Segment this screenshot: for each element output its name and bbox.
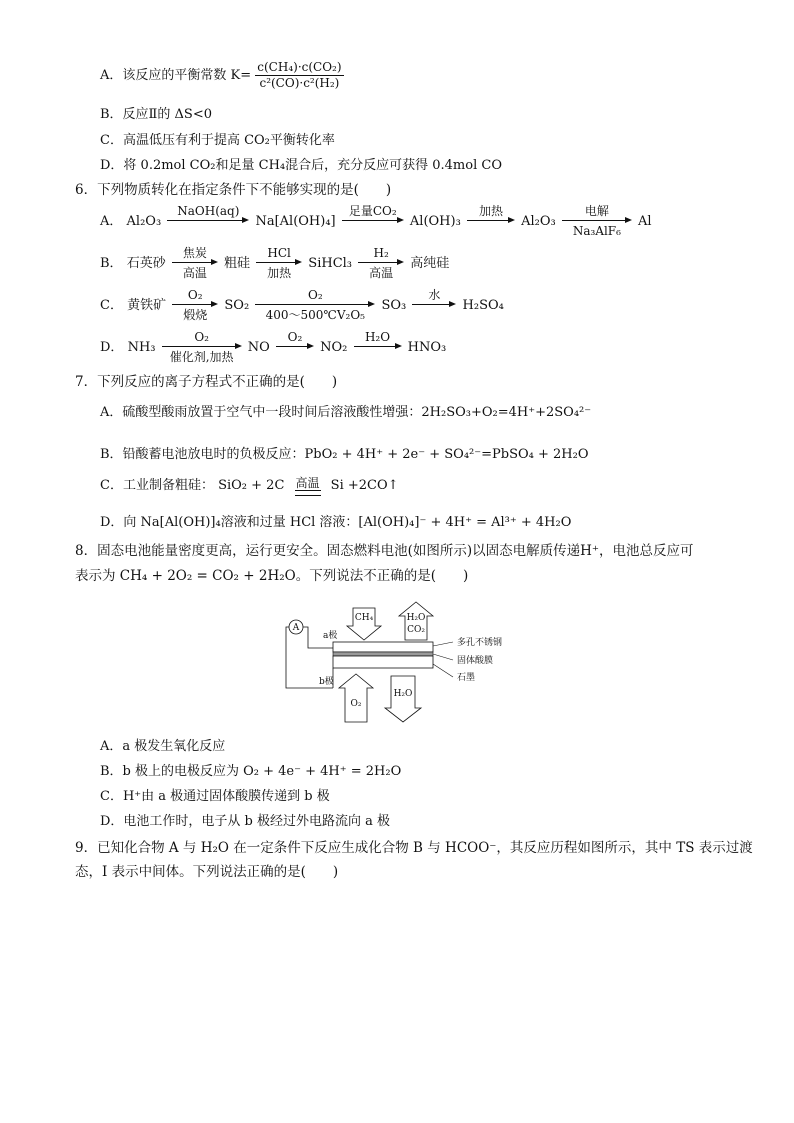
fraction-denominator: c²(CO)·c²(H₂) <box>259 76 340 90</box>
q6-option-b <box>100 246 449 284</box>
fraction-numerator: c(CH₄)·c(CO₂) <box>257 60 342 74</box>
q6c-arrow-1 <box>172 288 218 324</box>
arrow-condition-bottom: Na₃AlF₆ <box>572 224 621 238</box>
q6d-arrow-1 <box>162 330 242 366</box>
q7-stem: 7．下列反应的离子方程式不正确的是( ) <box>75 374 338 390</box>
q6c-species-4: H₂SO₄ <box>462 298 504 313</box>
arrow-condition-top: 水 <box>428 288 441 302</box>
arrow-condition-bottom: 煅烧 <box>183 308 208 322</box>
q6-option-d <box>100 330 446 368</box>
arrow-condition-top: O₂ <box>194 330 209 344</box>
q6d-arrow-2 <box>276 330 314 366</box>
arrow-condition-top: 足量CO₂ <box>348 204 397 218</box>
h2o-bottom-label: H₂O <box>393 689 413 699</box>
arrow-condition-top: 加热 <box>478 204 503 218</box>
q6-option-a <box>100 204 652 242</box>
q6d-arrow-3 <box>354 330 402 366</box>
q6d-species-4: HNO₃ <box>407 340 447 355</box>
q7c-text-pre: C．工业制备粗硅： SiO₂ + 2C <box>100 478 285 493</box>
q8-option-c: C．H⁺由 a 极通过固体酸膜传递到 b 极 <box>100 789 330 804</box>
q7-option-b: B．铅酸蓄电池放电时的负极反应：PbO₂ + 4H⁺ + 2e⁻ + SO₄²⁻=PbSO₄ + 2H₂O <box>100 447 589 462</box>
q8-option-a: A．a 极发生氧化反应 <box>100 739 226 754</box>
right-label-membrane: 固体酸膜 <box>457 656 494 666</box>
q8-option-b: B．b 极上的电极反应为 O₂ + 4e⁻ + 4H⁺ = 2H₂O <box>100 764 402 779</box>
arrow-condition-bottom: 400～500℃V₂O₅ <box>265 308 365 322</box>
q6b-arrow-3 <box>358 246 404 282</box>
q8-option-d: D．电池工作时，电子从 b 极经过外电路流向 a 极 <box>100 814 391 829</box>
arrow-condition-top: O₂ <box>187 288 203 302</box>
q6a-arrow-1 <box>167 204 249 240</box>
q6c-arrow-3 <box>412 288 456 324</box>
q5-option-a-label: A． <box>100 67 123 83</box>
ammeter-label: A <box>292 623 300 633</box>
q5-option-a <box>100 60 344 100</box>
q6a-arrow-4 <box>562 204 632 240</box>
fuel-cell-diagram <box>285 600 525 730</box>
q6b-arrow-1 <box>172 246 218 282</box>
graphite-layer <box>333 656 433 668</box>
q6c-label: C． <box>100 298 123 313</box>
q7c-equals-condition <box>295 476 321 496</box>
h2o-top-label: H₂O <box>406 613 426 623</box>
arrow-condition-top: O₂ <box>287 330 303 344</box>
q6d-species-3: NO₂ <box>320 340 348 355</box>
equilibrium-constant-fraction <box>255 60 343 91</box>
arrow-condition-top: O₂ <box>307 288 323 302</box>
arrow-condition-bottom: 高温 <box>182 266 207 280</box>
arrow-condition-top: HCl <box>267 246 291 260</box>
ch4-label: CH₄ <box>354 613 374 623</box>
q9-stem-line-1: 9．已知化合物 A 与 H₂O 在一定条件下反应生成化合物 B 与 HCOO⁻，其反应历程如图所示，其中 TS 表示过渡 <box>75 840 753 856</box>
q6b-species-1: 石英砂 <box>126 256 166 271</box>
q6a-species-4: Al₂O₃ <box>521 214 556 229</box>
q6d-species-1: NH₃ <box>127 340 156 355</box>
arrow-in-bottom-icon <box>339 674 373 722</box>
q6b-arrow-2 <box>256 246 302 282</box>
arrow-condition-top: NaOH(aq) <box>177 204 240 218</box>
q6c-species-2: SO₂ <box>224 298 250 313</box>
q6b-label: B． <box>100 256 123 271</box>
q6c-species-1: 黄铁矿 <box>127 298 167 313</box>
a-pole-label: a极 <box>323 631 338 641</box>
q6a-species-2: Na[Al(OH)₄] <box>255 214 336 229</box>
q6d-species-2: NO <box>247 340 270 355</box>
q7c-text-post: Si +2CO↑ <box>330 478 399 493</box>
q6a-species-3: Al(OH)₃ <box>409 214 461 229</box>
solid-acid-membrane-layer <box>333 652 433 656</box>
q7-option-c <box>100 476 399 510</box>
q6d-label: D． <box>100 340 124 355</box>
q6b-species-2: 粗硅 <box>224 256 251 271</box>
q6a-species-1: Al₂O₃ <box>126 214 162 229</box>
co2-label: CO₂ <box>407 625 425 635</box>
arrow-condition-bottom: 加热 <box>267 266 292 280</box>
arrow-condition-top: H₂ <box>373 246 389 260</box>
q6c-arrow-2 <box>255 288 375 324</box>
q5-option-d: D．将 0.2mol CO₂和足量 CH₄混合后，充分反应可获得 0.4mol CO <box>100 158 502 173</box>
q6-option-c <box>100 288 504 326</box>
equals-condition-top: 高温 <box>295 476 320 490</box>
q6a-label: A． <box>100 214 123 229</box>
q6a-arrow-3 <box>467 204 515 240</box>
porous-stainless-steel-layer <box>333 642 433 652</box>
q9-stem-line-2: 态，I 表示中间体。下列说法正确的是( ) <box>75 864 339 880</box>
q8-stem-line-2: 表示为 CH₄ + 2O₂ = CO₂ + 2H₂O。下列说法不正确的是( ) <box>75 568 469 584</box>
right-label-steel: 多孔不锈钢 <box>457 638 503 648</box>
arrow-out-bottom-icon <box>385 676 421 722</box>
q6a-species-5: Al <box>638 214 652 229</box>
o2-label: O₂ <box>350 699 362 709</box>
q6-stem: 6．下列物质转化在指定条件下不能够实现的是( ) <box>75 182 392 198</box>
b-pole-label: b极 <box>319 677 334 687</box>
q5-option-a-text: 该反应的平衡常数 K= <box>122 67 252 83</box>
arrow-condition-top: H₂O <box>364 330 391 344</box>
q7-option-a: A．硫酸型酸雨放置于空气中一段时间后溶液酸性增强：2H₂SO₃+O₂=4H⁺+2SO₄²⁻ <box>100 405 592 420</box>
q8-stem-line-1: 8．固态电池能量密度更高，运行更安全。固态燃料电池(如图所示)以固态电解质传递H⁺，电池总反应可 <box>75 543 694 559</box>
q6b-species-4: 高纯硅 <box>410 256 450 271</box>
arrow-condition-bottom: 催化剂,加热 <box>169 350 234 364</box>
q6c-species-3: SO₃ <box>381 298 407 313</box>
q7-option-d: D．向 Na[Al(OH)]₄溶液和过量 HCl 溶液：[Al(OH)₄]⁻ + 4H⁺ = Al³⁺ + 4H₂O <box>100 515 572 530</box>
q6a-arrow-2 <box>342 204 404 240</box>
arrow-condition-top: 焦炭 <box>182 246 207 260</box>
q5-option-c: C．高温低压有利于提高 CO₂平衡转化率 <box>100 133 335 148</box>
arrow-condition-top: 电解 <box>584 204 609 218</box>
q5-option-b: B．反应Ⅱ的 ΔS<0 <box>100 107 212 122</box>
q6b-species-3: SiHCl₃ <box>308 256 353 271</box>
right-label-graphite: 石墨 <box>457 673 476 683</box>
arrow-condition-bottom: 高温 <box>369 266 394 280</box>
